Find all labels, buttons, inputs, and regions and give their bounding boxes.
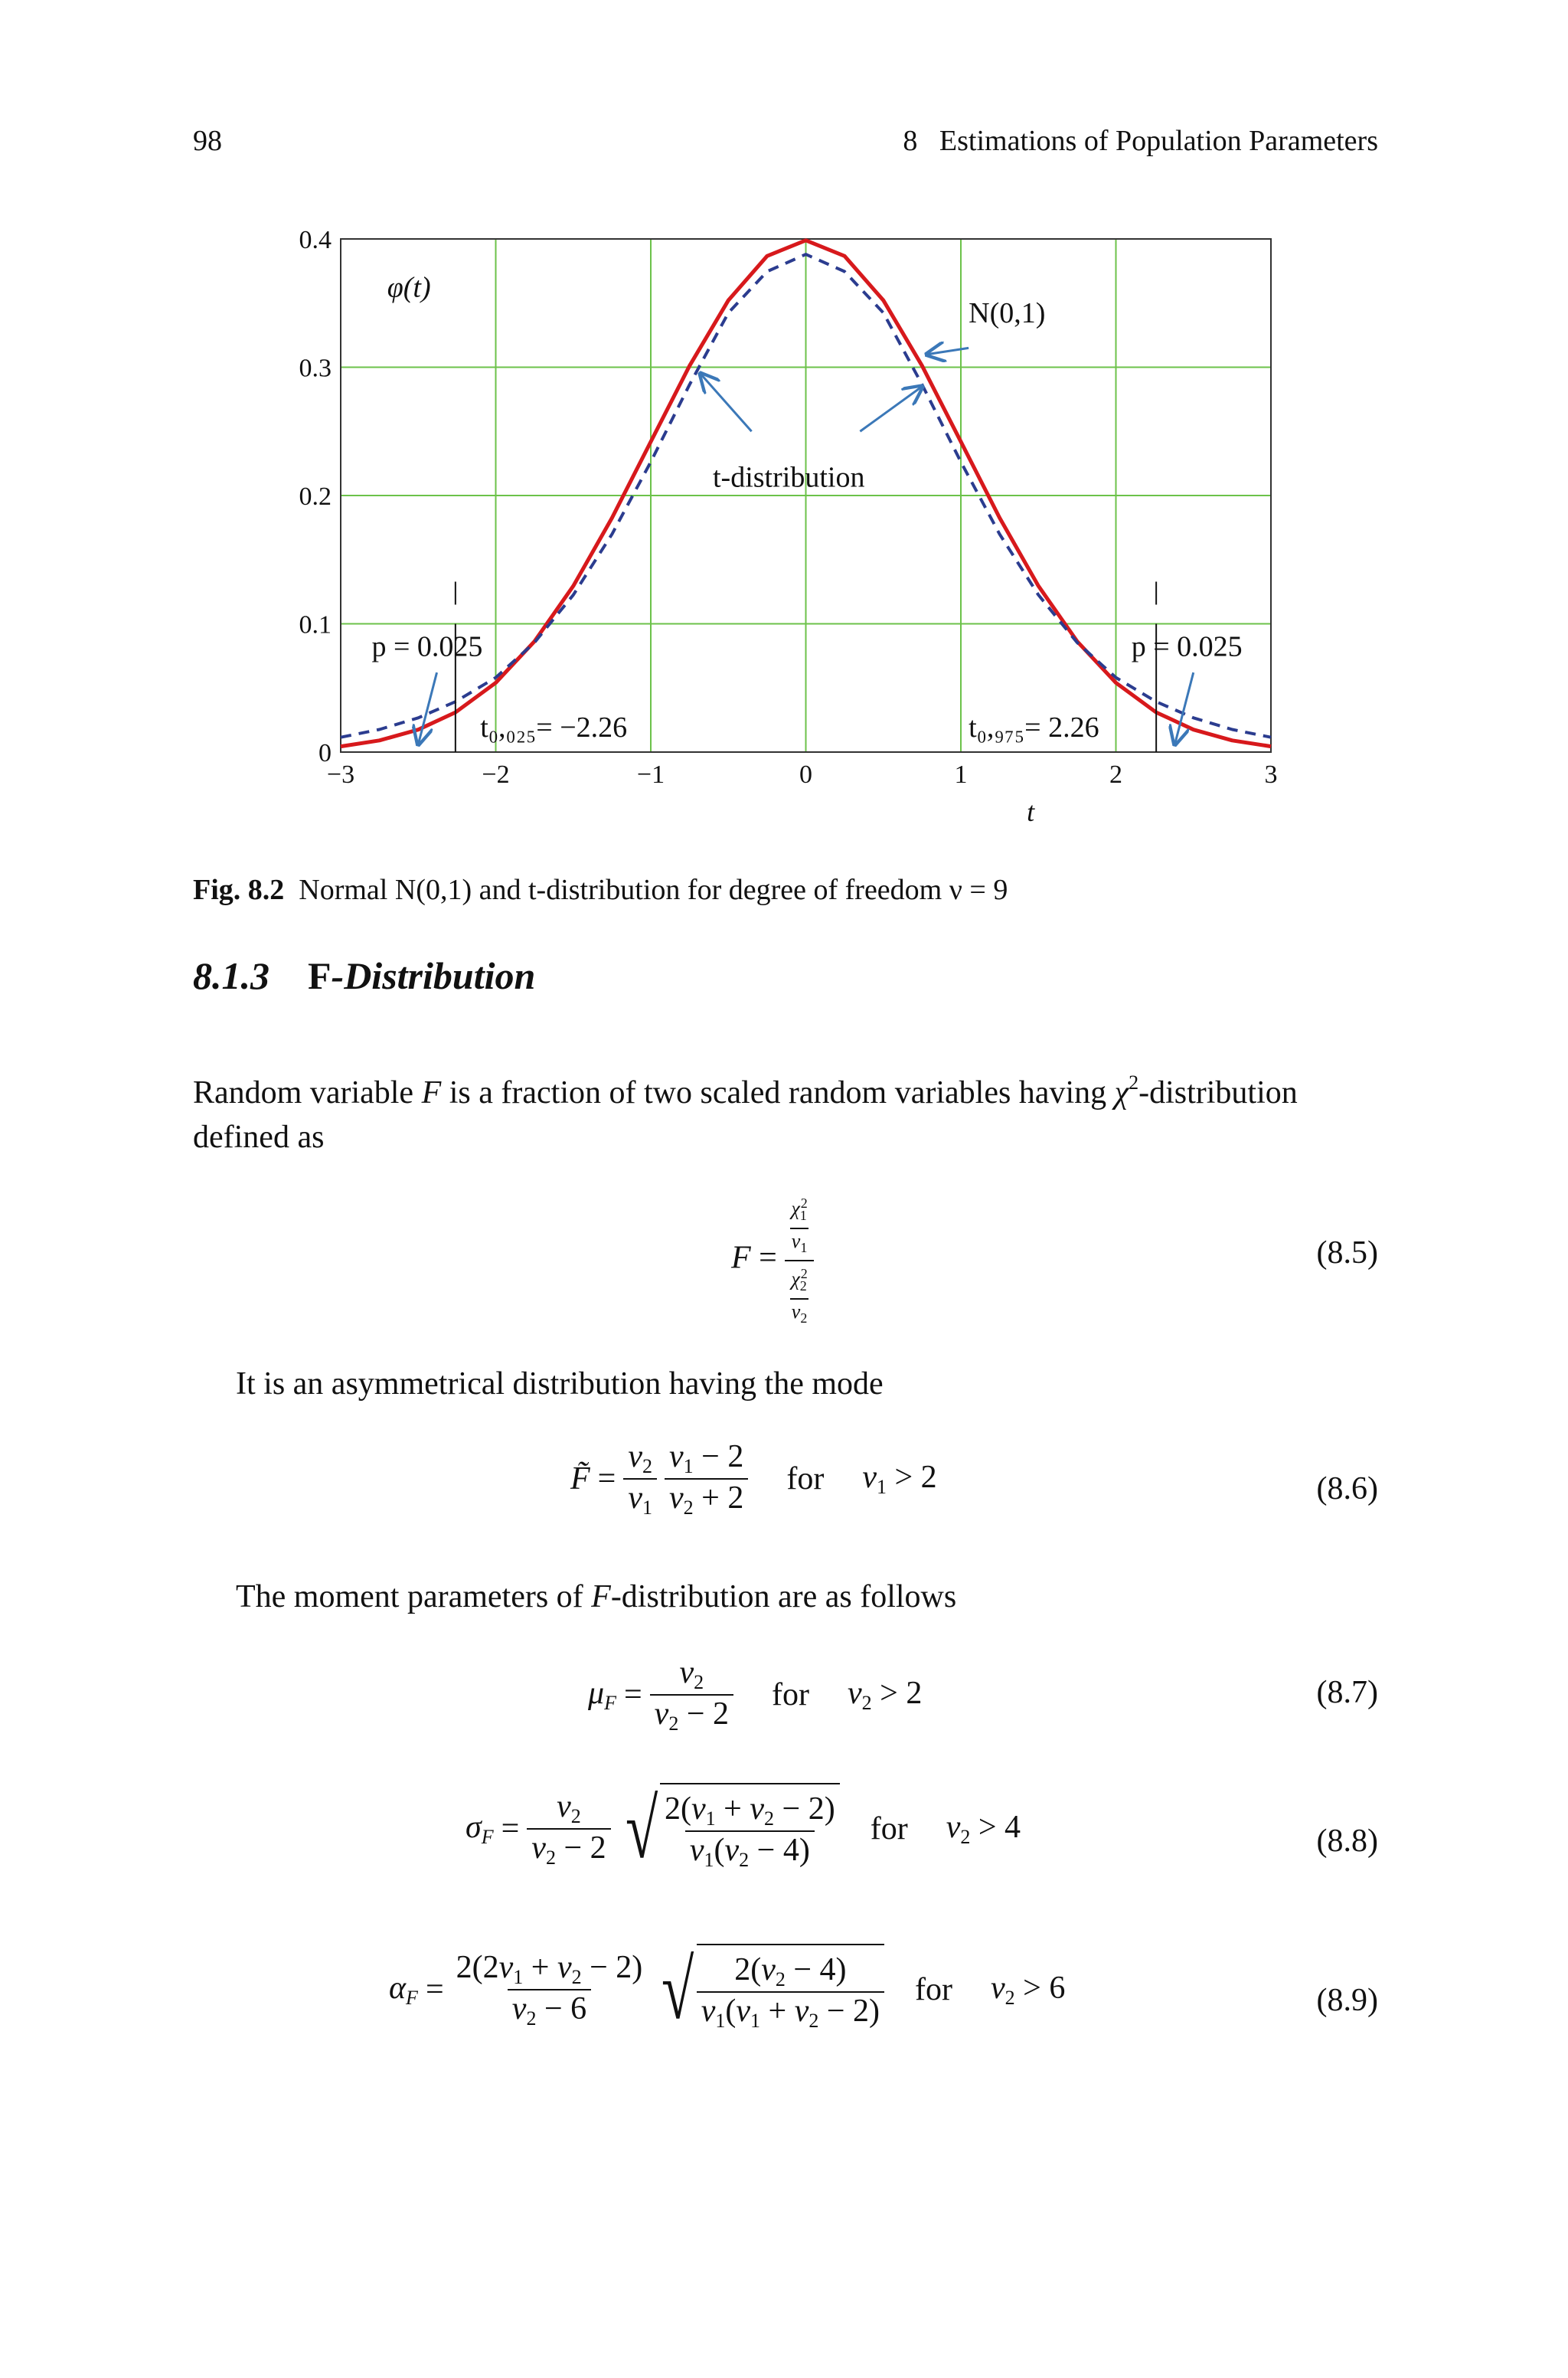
x-tick-label: 1 [954, 761, 968, 789]
for-word: for [915, 1972, 953, 2007]
paragraph-intro [193, 1061, 1378, 1160]
grid-lines [341, 239, 1271, 752]
equation-number: (8.8) [1316, 1824, 1378, 1859]
paragraph-mode: It is an asymmetrical distribution having the mode [236, 1366, 884, 1402]
x-tick-label: 3 [1264, 761, 1278, 789]
var-F: F [591, 1579, 611, 1614]
p-left-label: p = 0.025 [371, 630, 483, 663]
y-tick-label: 0.1 [299, 610, 332, 639]
text: -distribution are as follows [610, 1579, 957, 1614]
arrow-p-right [1174, 672, 1193, 744]
equation-8-6: F̃ = $\frac{\nu_2}{\nu_1}$ $\frac{\nu_1 - 2}{\nu_2 + 2}$ for $\nu_1 > 2$ [570, 1439, 937, 1519]
phi-label: φ(t) [387, 271, 431, 304]
equation-number: (8.9) [1316, 1983, 1378, 2018]
t-critical-right-label: t₀,₉₇₅= 2.26 [969, 711, 1099, 744]
for-word: for [772, 1677, 809, 1712]
y-tick-label: 0.2 [299, 482, 332, 511]
section-title-rest: -Distribution [331, 954, 536, 997]
equation-8-9: $\alpha_F$ = $\frac{2(2\nu_1 + \nu_2 - 2)}{\nu_2 - 6}$ √ $\frac{2(\nu_2 - 4)}{\nu_1(\nu_1 + \nu_2 - 2)}$ for $\nu_2 > 6$ [389, 1943, 1066, 2036]
text: Random variable [193, 1075, 422, 1110]
x-axis-label: t [1027, 796, 1035, 827]
x-tick-label: 2 [1109, 761, 1122, 789]
y-tick-label: 0.4 [299, 226, 332, 254]
t-distribution-label: t-distribution [713, 461, 865, 494]
text: -distribution [1138, 1075, 1298, 1110]
equation-number: (8.5) [1316, 1235, 1378, 1271]
figure-caption [193, 873, 1008, 907]
section-number: 8.1.3 [193, 954, 270, 997]
text: is a fraction of two scaled random variables having [441, 1075, 1115, 1110]
equation-8-5: F = $\frac{\frac{\chi_1^2}{\nu_1}}{\frac{\chi_2^2}{\nu_2}}$ [731, 1191, 814, 1330]
arrow-normal [926, 348, 969, 354]
text: The moment parameters of [236, 1579, 592, 1614]
running-title: 8 Estimations of Population Parameters [903, 125, 1378, 157]
x-tick-label: −2 [482, 761, 510, 789]
text: defined as [193, 1120, 325, 1155]
var-F: F [421, 1075, 442, 1110]
t-critical-left-label: t₀,₀₂₅= −2.26 [480, 711, 628, 744]
for-word: for [786, 1461, 825, 1496]
section-heading [193, 953, 535, 998]
arrow-p-left [418, 672, 436, 744]
equation-number: (8.6) [1316, 1471, 1378, 1506]
x-tick-label: −1 [636, 761, 665, 789]
x-tick-label: 0 [799, 761, 812, 789]
p-right-label: p = 0.025 [1131, 630, 1243, 663]
caption-label: Fig. 8.2 [193, 874, 285, 906]
paragraph-moments [236, 1575, 956, 1619]
for-word: for [870, 1811, 908, 1846]
equation-8-8: $\sigma_F$ = $\frac{\nu_2}{\nu_2 - 2}$ √ $\frac{2(\nu_1 + \nu_2 - 2)}{\nu_1(\nu_2 - 4)}$ for $\nu_2 > 4$ [466, 1782, 1021, 1876]
equation-number: (8.7) [1316, 1675, 1378, 1710]
equation-8-7: $\mu_F$ = $\frac{\nu_2}{\nu_2 - 2}$ for $\nu_2 > 2$ [588, 1655, 923, 1735]
normal-label: N(0,1) [969, 296, 1046, 329]
arrow-t-right [860, 387, 922, 432]
y-tick-label: 0 [318, 739, 332, 767]
axes [299, 226, 1278, 827]
arrow-t-left [701, 374, 752, 431]
section-title-prefix: F [308, 954, 332, 997]
chi-symbol: χ [1114, 1075, 1129, 1110]
x-tick-label: −3 [326, 761, 355, 789]
y-tick-label: 0.3 [299, 354, 332, 383]
page-number: 98 [193, 125, 222, 157]
caption-text: Normal N(0,1) and t-distribution for degree of freedom ν = 9 [299, 874, 1008, 906]
distribution-chart [168, 214, 1516, 950]
superscript: 2 [1129, 1071, 1139, 1094]
